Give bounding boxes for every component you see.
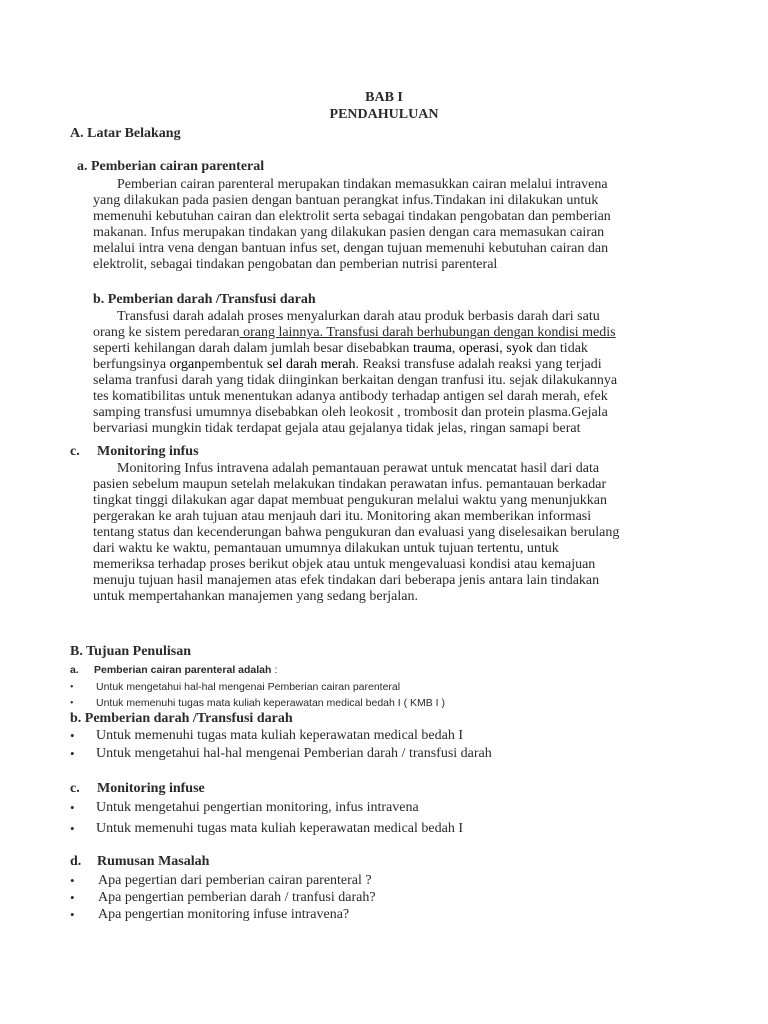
paragraph-line: Transfusi darah adalah proses menyalurkan darah atau produk berbasis darah dari satu bbox=[117, 309, 600, 324]
paragraph-line bbox=[93, 325, 616, 341]
paragraph-line: melalui intra vena dengan bantuan infus set, dengan tujuan memenuhi kebutuhan cairan dan bbox=[93, 241, 609, 256]
paragraph-line bbox=[93, 341, 588, 357]
paragraph-line: tes komatibilitas untuk menentukan adanya antibody terhadap antigen sel darah merah, efek bbox=[93, 389, 608, 404]
list-item: Apa pengertian pemberian darah / tranfusi darah? bbox=[98, 890, 376, 905]
link-syok[interactable]: syok bbox=[506, 341, 533, 356]
link-organ[interactable]: organ bbox=[169, 357, 202, 372]
list-item: Apa pengertian monitoring infuse intravena? bbox=[98, 907, 350, 922]
text-span: , bbox=[499, 341, 507, 356]
link-sel-darah-merah[interactable]: sel darah merah bbox=[266, 357, 356, 372]
text-span: pembentuk bbox=[201, 357, 267, 372]
paragraph-line: elektrolit, sebagai tindakan pengobatan dan pemberian nutrisi parenteral bbox=[93, 257, 498, 272]
paragraph-line: dari waktu ke waktu, pemantauan umumnya dilakukan untuk tujuan tertentu, untuk bbox=[93, 541, 559, 556]
paragraph-line: pergerakan ke arah tujuan atau menjauh dari itu. Monitoring akan memberikan informasi bbox=[93, 509, 592, 524]
link-operasi[interactable]: operasi bbox=[458, 341, 500, 356]
sub-d-label: d. bbox=[70, 854, 82, 869]
bullet-icon: • bbox=[70, 907, 75, 922]
paragraph-line: samping transfusi umumnya disebabkan oleh leokosit , trombosit dan protein plasma.Gejala bbox=[93, 405, 608, 420]
list-item: Untuk memenuhi tugas mata kuliah keperawatan medical bedah I ( KMB I ) bbox=[96, 697, 446, 709]
paragraph-line: bervariasi mungkin tidak terdapat gejala atau gejalanya tidak jelas, ringan samapi berat bbox=[93, 421, 581, 436]
sub-a-label: a. bbox=[70, 664, 79, 676]
bullet-icon: • bbox=[70, 728, 75, 743]
text-span: , bbox=[451, 341, 459, 356]
bullet-icon: • bbox=[70, 890, 75, 905]
bullet-icon: • bbox=[70, 821, 75, 836]
bullet-icon: • bbox=[70, 682, 74, 693]
paragraph-line: yang dilakukan pada pasien dengan bantuan perangkat infus.Tindakan ini dilakukan untuk bbox=[93, 193, 599, 208]
sub-c-label: c. bbox=[70, 444, 80, 459]
list-item: Untuk memenuhi tugas mata kuliah keperawatan medical bedah I bbox=[96, 728, 463, 743]
paragraph-line: Monitoring Infus intravena adalah pemantauan perawat untuk mencatat hasil dari data bbox=[117, 461, 600, 476]
text-span: seperti kehilangan darah dalam jumlah besar disebabkan bbox=[93, 341, 413, 356]
text-span: . Reaksi transfuse adalah reaksi yang terjadi bbox=[355, 357, 602, 372]
sub-c-heading: Monitoring infus bbox=[97, 444, 199, 459]
bullet-icon: • bbox=[70, 698, 74, 709]
paragraph-line: untuk mempertahankan manajemen yang sedang berjalan. bbox=[93, 589, 418, 604]
text-span: dan tidak bbox=[532, 341, 588, 356]
paragraph-line bbox=[93, 357, 602, 373]
sub-b-heading: b. Pemberian darah /Transfusi darah bbox=[70, 711, 293, 726]
paragraph-line: makanan. Infus merupakan tindakan yang dilakukan pasien dengan cara memasukan cairan bbox=[93, 225, 605, 240]
paragraph-line: selama tranfusi darah yang tidak diinginkan berkaitan dengan tranfusi itu. sejak dilakukannya bbox=[93, 373, 618, 388]
sub-c-label: c. bbox=[70, 781, 80, 796]
sub-a-heading: a. Pemberian cairan parenteral bbox=[77, 159, 265, 174]
chapter-label: BAB I bbox=[365, 90, 403, 105]
paragraph-line: tingkat tinggi dilakukan agar dapat membuat pengukuran melalui waktu yang menunjukkan bbox=[93, 493, 607, 508]
paragraph-line: pasien sebelum maupun setelah melakukan tindakan perawatan infus. pemantauan berkadar bbox=[93, 477, 607, 492]
section-b-heading: B. Tujuan Penulisan bbox=[70, 644, 192, 659]
text-span: berfungsinya bbox=[93, 357, 170, 372]
paragraph-line: memenuhi kebutuhan cairan dan elektrolit serta sebagai tindakan pengobatan dan pemberian bbox=[93, 209, 611, 224]
bullet-icon: • bbox=[70, 800, 75, 815]
link-trauma[interactable]: trauma bbox=[412, 341, 452, 356]
list-item: Untuk mengetahui hal-hal mengenai Pemberian cairan parenteral bbox=[96, 681, 401, 693]
bullet-icon: • bbox=[70, 746, 75, 761]
paragraph-line: menuju tujuan hasil manajemen atas efek tindakan dari beberapa jenis antara lain tindakan bbox=[93, 573, 600, 588]
bullet-icon: • bbox=[70, 873, 75, 888]
sub-d-heading: Rumusan Masalah bbox=[97, 854, 210, 869]
text-span: orang ke sistem peredaran bbox=[93, 325, 240, 340]
chapter-title: PENDAHULUAN bbox=[329, 107, 439, 122]
sub-b-heading: b. Pemberian darah /Transfusi darah bbox=[93, 292, 316, 307]
text-span: : bbox=[271, 664, 278, 676]
sub-a-heading bbox=[94, 664, 277, 677]
paragraph-line: tentang status dan kecenderungan bahwa pengukuran dan evaluasi yang diselesaikan berulang bbox=[93, 525, 620, 540]
paragraph-line: memeriksa terhadap proses berikut objek atau untuk mengevaluasi kondisi atau kemajuan bbox=[93, 557, 596, 572]
list-item: Apa pegertian dari pemberian cairan parenteral ? bbox=[98, 873, 372, 888]
paragraph-line: Pemberian cairan parenteral merupakan tindakan memasukkan cairan melalui intravena bbox=[117, 177, 608, 192]
text-span: Pemberian cairan parenteral adalah bbox=[94, 664, 272, 676]
text-span: orang lainnya. Transfusi darah berhubungan dengan kondisi medis bbox=[239, 325, 616, 340]
list-item: Untuk memenuhi tugas mata kuliah keperawatan medical bedah I bbox=[96, 821, 463, 836]
sub-c-heading: Monitoring infuse bbox=[97, 781, 205, 796]
list-item: Untuk mengetahui hal-hal mengenai Pemberian darah / transfusi darah bbox=[96, 746, 492, 761]
list-item: Untuk mengetahui pengertian monitoring, infus intravena bbox=[96, 800, 419, 815]
section-a-heading: A. Latar Belakang bbox=[70, 126, 181, 141]
